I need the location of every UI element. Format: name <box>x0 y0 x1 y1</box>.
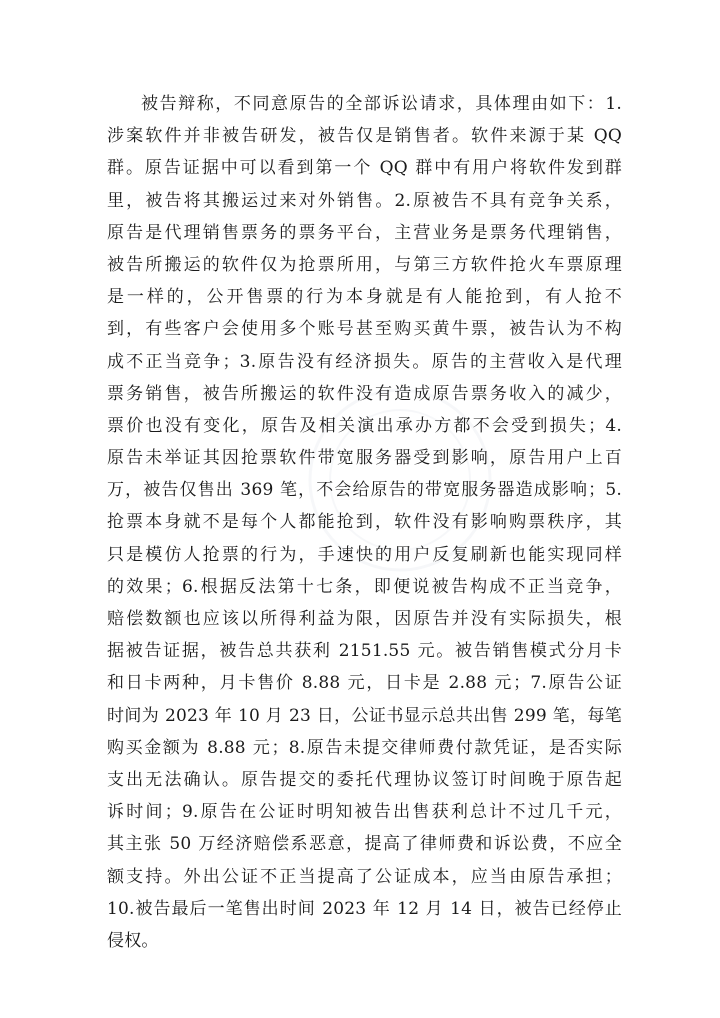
paragraph-line: 里，被告将其搬运过来对外销售。2.原被告不具有竞争关系， <box>107 190 622 211</box>
paragraph-line: 赔偿数额也应该以所得利益为限，因原告并没有实际损失，根 <box>107 609 622 629</box>
paragraph-line: 成不正当竞争；3.原告没有经济损失。原告的主营收入是代理 <box>107 351 622 372</box>
paragraph-line: 到，有些客户会使用多个账号甚至购买黄牛票，被告认为不构 <box>107 319 622 340</box>
paragraph-line: 被告辩称，不同意原告的全部诉讼请求，具体理由如下：1. <box>141 94 622 114</box>
paragraph-line: 额支持。外出公证不正当提高了公证成本，应当由原告承担； <box>107 866 622 887</box>
paragraph-line: 抢票本身就不是每个人都能抢到，软件没有影响购票秩序，其 <box>107 512 622 533</box>
paragraph-line: 票务销售，被告所搬运的软件没有造成原告票务收入的减少， <box>107 383 622 404</box>
paragraph-line: 其主张 50 万经济赔偿系恶意，提高了律师费和诉讼费，不应全 <box>107 834 622 855</box>
paragraph-line: 购买金额为 8.88 元；8.原告未提交律师费付款凭证，是否实际 <box>107 737 622 758</box>
paragraph-line: 原告是代理销售票务的票务平台，主营业务是票务代理销售， <box>107 222 622 243</box>
paragraph-line: 据被告证据，被告总共获利 2151.55 元。被告销售模式分月卡 <box>107 641 622 662</box>
paragraph-line: 是一样的，公开售票的行为本身就是有人能抢到，有人抢不 <box>107 287 622 308</box>
paragraph-line: 的效果；6.根据反法第十七条，即便说被告构成不正当竞争， <box>107 576 622 597</box>
paragraph-line: 群。原告证据中可以看到第一个 QQ 群中有用户将软件发到群 <box>107 158 622 179</box>
paragraph-line: 原告未举证其因抢票软件带宽服务器受到影响，原告用户上百 <box>107 448 622 469</box>
paragraph-line-last: 侵权。 <box>107 930 159 951</box>
paragraph-line: 涉案软件并非被告研发，被告仅是销售者。软件来源于某 QQ <box>107 126 622 147</box>
paragraph-line: 被告所搬运的软件仅为抢票所用，与第三方软件抢火车票原理 <box>107 254 622 275</box>
paragraph-line: 万，被告仅售出 369 笔，不会给原告的带宽服务器造成影响；5. <box>107 480 622 501</box>
paragraph-line: 10.被告最后一笔售出时间 2023 年 12 月 14 日，被告已经停止 <box>107 898 622 919</box>
paragraph-line: 和日卡两种，月卡售价 8.88 元，日卡是 2.88 元；7.原告公证 <box>107 673 622 694</box>
paragraph-line: 支出无法确认。原告提交的委托代理协议签订时间晚于原告起 <box>107 769 622 790</box>
paragraph-line: 诉时间；9.原告在公证时明知被告出售获利总计不过几千元， <box>107 802 622 823</box>
paragraph-line: 时间为 2023 年 10 月 23 日，公证书显示总共出售 299 笔，每笔 <box>107 705 622 726</box>
paragraph-line: 只是模仿人抢票的行为，手速快的用户反复刷新也能实现同样 <box>107 544 622 565</box>
defense-statement-paragraph <box>107 88 622 957</box>
paragraph-line: 票价也没有变化，原告及相关演出承办方都不会受到损失；4. <box>107 415 622 436</box>
